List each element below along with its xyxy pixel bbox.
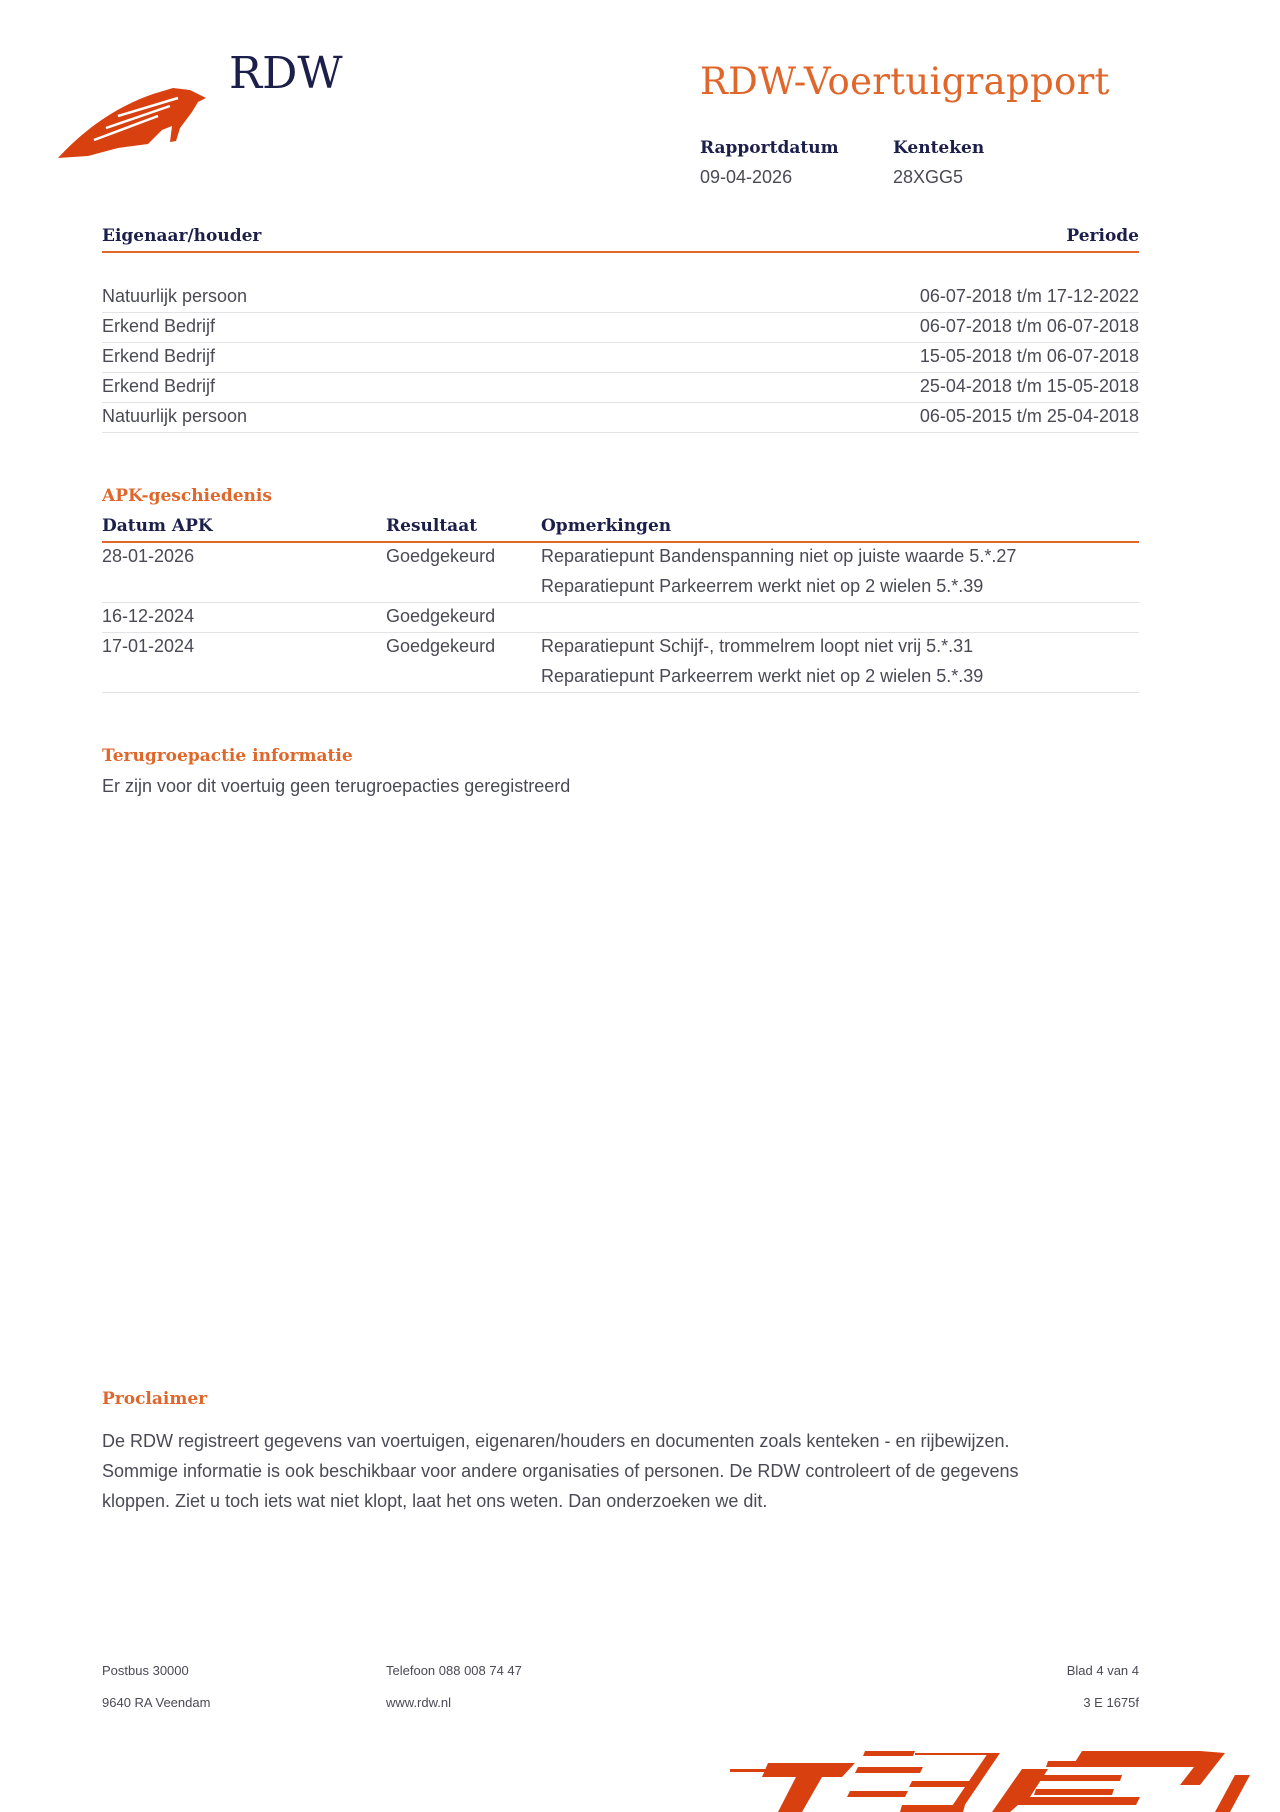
apk-remarks-column-header: Opmerkingen <box>541 516 672 536</box>
apk-date-cell: 28-01-2026 <box>102 546 195 566</box>
proclaimer-line: De RDW registreert gegevens van voertuigen, eigenaren/houders en documenten zoals kenteken - en rijbewijzen. <box>102 1431 1010 1451</box>
apk-header-rule <box>102 541 1139 543</box>
footer-website-link[interactable]: www.rdw.nl <box>386 1695 452 1710</box>
apk-result-cell: Goedgekeurd <box>386 606 496 626</box>
period-cell: 06-07-2018 t/m 06-07-2018 <box>919 316 1139 336</box>
rdw-logo-mark-icon <box>58 86 208 161</box>
footer-document-code: 3 E 1675f <box>1083 1695 1139 1710</box>
owners-header-rule <box>102 251 1139 253</box>
apk-remark-cell: Reparatiepunt Parkeerrem werkt niet op 2 wielen 5.*.39 <box>541 576 984 596</box>
period-cell: 06-07-2018 t/m 17-12-2022 <box>919 286 1139 306</box>
owner-cell: Natuurlijk persoon <box>102 406 248 426</box>
owner-cell: Erkend Bedrijf <box>102 346 216 366</box>
period-cell: 25-04-2018 t/m 15-05-2018 <box>919 376 1139 396</box>
apk-date-cell: 16-12-2024 <box>102 606 195 626</box>
footer-phone: Telefoon 088 008 74 47 <box>386 1663 522 1678</box>
period-column-header: Periode <box>1066 226 1139 246</box>
row-divider <box>102 402 1139 403</box>
report-title: RDW-Voertuigrapport <box>700 60 1110 103</box>
proclaimer-text <box>102 1426 1142 1516</box>
apk-result-cell: Goedgekeurd <box>386 546 496 566</box>
row-divider <box>102 312 1139 313</box>
owner-cell: Erkend Bedrijf <box>102 316 216 336</box>
period-cell: 15-05-2018 t/m 06-07-2018 <box>919 346 1139 366</box>
footer-page-number: Blad 4 van 4 <box>1066 1663 1139 1678</box>
row-divider <box>102 692 1139 693</box>
owner-cell: Natuurlijk persoon <box>102 286 248 306</box>
row-divider <box>102 342 1139 343</box>
apk-remark-cell: Reparatiepunt Parkeerrem werkt niet op 2 wielen 5.*.39 <box>541 666 984 686</box>
row-divider <box>102 432 1139 433</box>
apk-date-cell: 17-01-2024 <box>102 636 195 656</box>
apk-section-title: APK-geschiedenis <box>102 486 272 506</box>
row-divider <box>102 632 1139 633</box>
rdw-logo-text: RDW <box>229 48 343 99</box>
apk-date-column-header: Datum APK <box>102 516 213 536</box>
period-cell: 06-05-2015 t/m 25-04-2018 <box>919 406 1139 426</box>
apk-remark-cell: Reparatiepunt Schijf-, trommelrem loopt niet vrij 5.*.31 <box>541 636 974 656</box>
report-date-value: 09-04-2026 <box>700 167 793 187</box>
owner-cell: Erkend Bedrijf <box>102 376 216 396</box>
row-divider <box>102 602 1139 603</box>
proclaimer-line: Sommige informatie is ook beschikbaar voor andere organisaties of personen. De RDW controleert of de gegevens <box>102 1461 1019 1481</box>
rdw-decorative-stripes-icon <box>730 1745 1280 1812</box>
proclaimer-title: Proclaimer <box>102 1389 208 1409</box>
recall-text: Er zijn voor dit voertuig geen terugroepacties geregistreerd <box>102 776 571 796</box>
report-date-label: Rapportdatum <box>700 138 839 158</box>
owner-column-header: Eigenaar/houder <box>102 226 262 246</box>
footer-postbus: Postbus 30000 <box>102 1663 189 1678</box>
footer-city: 9640 RA Veendam <box>102 1695 211 1710</box>
apk-result-cell: Goedgekeurd <box>386 636 496 656</box>
proclaimer-line: kloppen. Ziet u toch iets wat niet klopt, laat het ons weten. Dan onderzoeken we dit. <box>102 1491 768 1511</box>
recall-section-title: Terugroepactie informatie <box>102 746 353 766</box>
plate-label: Kenteken <box>893 138 985 158</box>
plate-value: 28XGG5 <box>893 167 964 187</box>
apk-result-column-header: Resultaat <box>386 516 478 536</box>
row-divider <box>102 372 1139 373</box>
apk-remark-cell: Reparatiepunt Bandenspanning niet op juiste waarde 5.*.27 <box>541 546 1017 566</box>
